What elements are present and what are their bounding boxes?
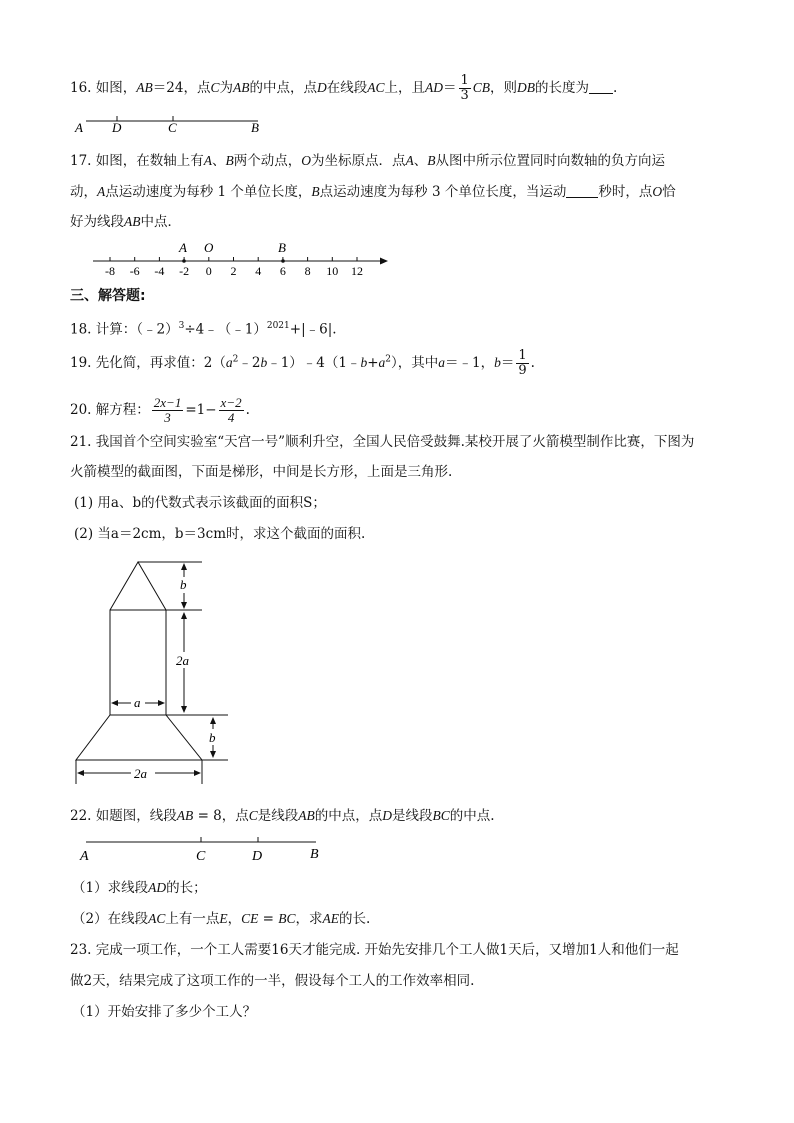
q17-line1: 17. 如图，在数轴上有A、B两个动点，O为坐标原点．点A、B从图中所示位置同时向数轴的负方向运 (70, 153, 666, 169)
q21-label-b-top: b (180, 577, 187, 592)
q21-line2: 火箭模型的截面图，下面是梯形，中间是长方形，上面是三角形. (70, 464, 453, 480)
q21-label-2a-mid: 2a (176, 653, 189, 668)
q19-fraction: $\frac{1}{9}$ (518, 348, 527, 378)
q22-label-C: C (196, 849, 206, 864)
q17-tick-label: -8 (105, 264, 115, 278)
q17-tick-label: -4 (154, 264, 165, 278)
q17-tick-label: -2 (179, 264, 190, 278)
q21-part1: (1) 用a、b的代数式表示该截面的面积S； (74, 495, 326, 511)
q21-label-2a-bot: 2a (134, 766, 147, 781)
q23-line1: 23. 完成一项工作，一个工人需要16天才能完成. 开始先安排几个工人做1天后，又增加1人和他们一起 (70, 942, 679, 958)
q22-part1: （1）求线段AD的长； (72, 880, 207, 896)
q23-line2: 做2天，结果完成了这项工作的一半，假设每个工人的工作效率相同. (70, 973, 475, 989)
q20-fraction-right: $\frac{x-2}{4}$ (220, 395, 242, 425)
q22-part2: （2）在线段AC上有一点E，CE = BC，求AE的长. (72, 911, 371, 927)
q21-line1: 21. 我国首个空间实验室“天宫一号”顺利升空，全国人民倍受鼓舞.某校开展了火箭模型制作比赛，下图为 (70, 434, 695, 450)
q20-text: 20. 解方程： $\frac{2x-1}{3}$ =1− $\frac{x-2}{4}$ . (70, 395, 250, 425)
q21-part2: (2) 当a＝2cm，b＝3cm时，求这个截面的面积. (74, 526, 366, 542)
q20-fraction-left: $\frac{2x-1}{3}$ (153, 395, 182, 425)
q21-label-b-bot: b (209, 730, 216, 745)
q17-point-A: A (179, 240, 187, 255)
q22-label-B: B (310, 847, 319, 862)
q17-tick-label: 4 (255, 264, 262, 278)
q23-part1: （1）开始安排了多少个工人？ (72, 1004, 257, 1020)
q17-line3: 好为线段AB中点． (70, 214, 181, 230)
q21-label-a: a (134, 695, 141, 710)
q16-label-B: B (251, 120, 259, 135)
section-3-heading: 三、解答题: (70, 288, 146, 304)
q17-tick-label: 10 (326, 264, 339, 278)
q17-tick-label: 0 (205, 264, 212, 278)
q16-label-D: D (112, 120, 122, 135)
q17-line2: 动，A点运动速度为每秒 1 个单位长度，B点运动速度为每秒 3 个单位长度，当运动 秒时，点O恰 (70, 184, 676, 200)
q16-label-C: C (168, 120, 177, 135)
q17-tick-label: 8 (304, 264, 311, 278)
q18-text: 18. 计算：（﹣2）$^3$÷4﹣（﹣1）$^{2021}$+|﹣6|. (70, 321, 337, 338)
q16-fraction: $\frac{1}{3}$ (460, 73, 469, 103)
q17-tick-label: -6 (129, 264, 140, 278)
q16-text: 16. 如图，AB＝24，点C为AB的中点，点D在线段AC上，且AD＝ $\frac{1}{3}$ CB，则DB的长度为 . (70, 73, 618, 103)
q19-text: 19. 先化简，再求值：$2(a^2﹣2b﹣1)﹣4(1﹣b+a^2)$，其中a＝﹣1，b＝ $\frac{1}{9}$ . (70, 348, 535, 378)
q17-point-B: B (278, 240, 286, 255)
q22-label-D: D (252, 849, 263, 864)
q17-tick-label: 12 (351, 264, 363, 278)
q17-point-O: O (204, 240, 214, 255)
q16-label-A: A (75, 120, 83, 135)
q22-text: 22. 如题图，线段AB = 8，点C是线段AB的中点，点D是线段BC的中点. (70, 808, 495, 824)
q22-label-A: A (80, 849, 89, 864)
q17-tick-label: 6 (279, 264, 286, 278)
q17-tick-label: 2 (230, 264, 237, 278)
